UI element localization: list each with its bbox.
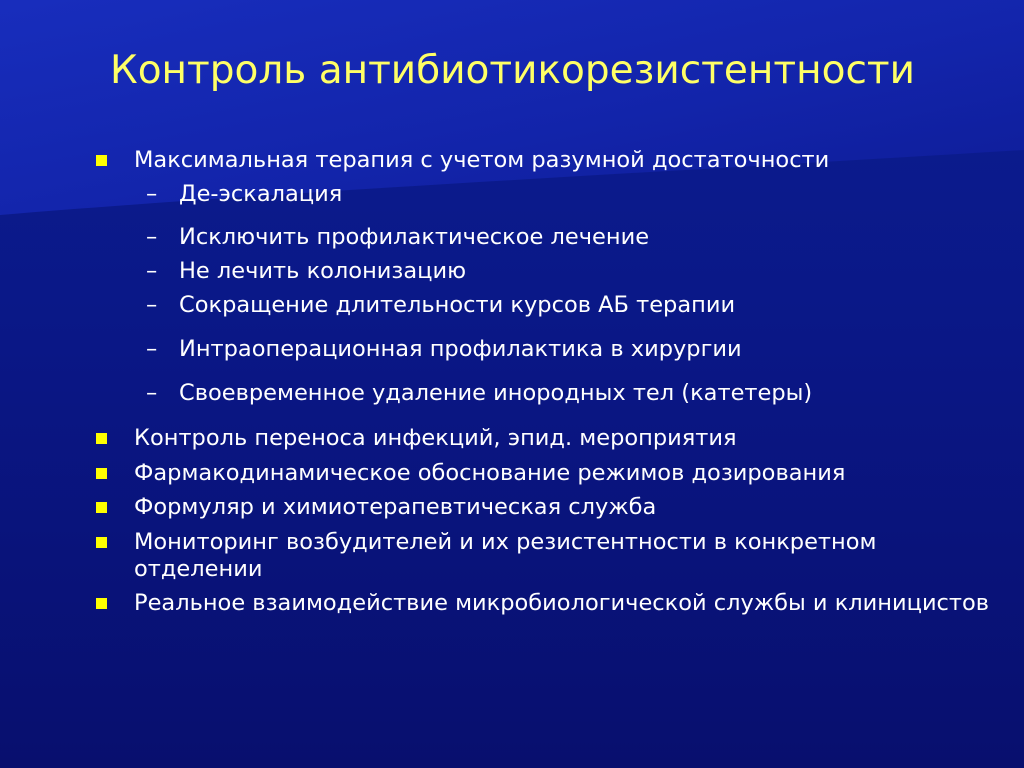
- bullet-item: [96, 494, 996, 521]
- yellow-square-bullet-icon: [96, 468, 107, 479]
- sub-item-text: Де-эскалация: [179, 181, 343, 207]
- sub-item: [146, 224, 996, 251]
- dash-bullet-icon: –: [146, 224, 158, 250]
- bullet-item: [96, 147, 996, 174]
- sub-item: [146, 336, 996, 363]
- dash-bullet-icon: –: [146, 292, 158, 318]
- bullet-item: [96, 460, 996, 487]
- yellow-square-bullet-icon: [96, 155, 107, 166]
- yellow-square-bullet-icon: [96, 537, 107, 548]
- bullet-text: Фармакодинамическое обоснование режимов дозирования: [134, 460, 846, 486]
- bullet-text: Максимальная терапия с учетом разумной достаточности: [134, 147, 830, 173]
- sub-item: [146, 380, 996, 407]
- dash-bullet-icon: –: [146, 380, 158, 406]
- sub-item: [146, 258, 996, 285]
- bullet-item: [96, 590, 996, 617]
- sub-item-text: Не лечить колонизацию: [179, 258, 467, 284]
- sub-item-text: Своевременное удаление инородных тел (катетеры): [179, 380, 813, 406]
- bullet-text: Контроль переноса инфекций, эпид. мероприятия: [134, 425, 737, 451]
- sub-item-text: Интраоперационная профилактика в хирургии: [179, 336, 742, 362]
- bullet-text: Формуляр и химиотерапевтическая служба: [134, 494, 657, 520]
- bullet-item: [96, 529, 996, 583]
- yellow-square-bullet-icon: [96, 433, 107, 444]
- dash-bullet-icon: –: [146, 336, 158, 362]
- bullet-item: [96, 425, 996, 452]
- sub-item-text: Исключить профилактическое лечение: [179, 224, 650, 250]
- bullet-text: Мониторинг возбудителей и их резистентности в конкретном отделении: [134, 529, 877, 582]
- dash-bullet-icon: –: [146, 181, 158, 207]
- slide-title: Контроль антибиотикорезистентности: [110, 48, 915, 93]
- dash-bullet-icon: –: [146, 258, 158, 284]
- sub-item: [146, 181, 996, 208]
- sub-item: [146, 292, 996, 319]
- bullet-text: Реальное взаимодействие микробиологической службы и клиницистов: [134, 590, 990, 616]
- sub-item-text: Сокращение длительности курсов АБ терапии: [179, 292, 736, 318]
- yellow-square-bullet-icon: [96, 502, 107, 513]
- yellow-square-bullet-icon: [96, 598, 107, 609]
